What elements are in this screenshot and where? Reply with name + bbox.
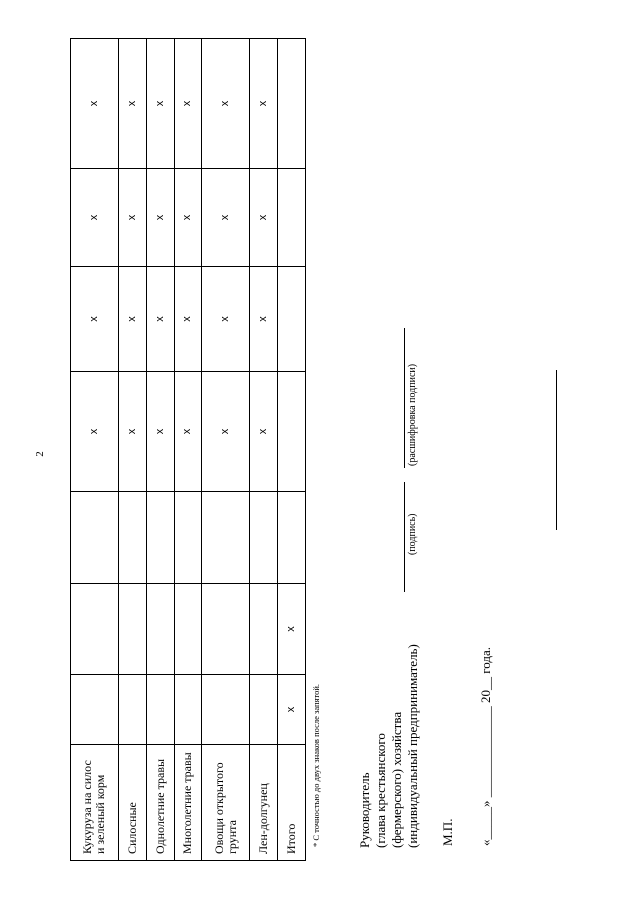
table-cell: х — [146, 169, 174, 267]
table-cell — [71, 492, 119, 584]
row-label: Однолетние травы — [146, 745, 174, 861]
table-cell — [71, 675, 119, 745]
table-cell — [250, 492, 278, 584]
table-cell: х — [146, 267, 174, 372]
head-title-line-3: (фермерского) хозяйства — [389, 711, 404, 848]
table-cell: х — [118, 267, 146, 372]
table-cell: х — [174, 372, 202, 492]
table-cell — [118, 675, 146, 745]
table-cell — [250, 675, 278, 745]
table-cell — [146, 584, 174, 675]
date-century: 20 — [478, 690, 493, 703]
crops-table-rotated — [70, 39, 306, 861]
table-row — [146, 39, 174, 861]
table-cell: х — [202, 169, 250, 267]
stamp-label: М.П. — [440, 818, 455, 846]
table-cell — [118, 584, 146, 675]
row-label: Овощи открытого грунта — [202, 745, 250, 861]
signature-line — [404, 482, 405, 592]
table-cell — [146, 675, 174, 745]
table-cell: х — [71, 267, 119, 372]
row-label: Многолетние травы — [174, 745, 202, 861]
table-cell — [118, 492, 146, 584]
table-cell — [146, 492, 174, 584]
row-label: Лен-долгунец — [250, 745, 278, 861]
head-title — [357, 644, 421, 848]
table-row — [118, 39, 146, 861]
page-number: 2 — [34, 451, 46, 457]
table-cell: х — [71, 372, 119, 492]
signature-decode-line — [404, 328, 405, 468]
table-cell — [278, 169, 306, 267]
table-cell: х — [146, 372, 174, 492]
table-cell — [174, 492, 202, 584]
footnote: * С точностью до двух знаков после запятой. — [311, 684, 321, 847]
day-blank: _____ — [478, 807, 493, 840]
table-cell: х — [71, 39, 119, 169]
table-cell: х — [278, 584, 306, 675]
signature-decode-caption: (расшифровка подписи) — [407, 363, 418, 466]
row-label: Кукуруза на силос и зеленый корм — [71, 745, 119, 861]
table-cell — [174, 584, 202, 675]
table-cell — [202, 492, 250, 584]
crops-table — [70, 38, 306, 861]
table-row — [202, 39, 250, 861]
table-row — [250, 39, 278, 861]
table-cell: х — [250, 169, 278, 267]
signature-caption: (подпись) — [407, 513, 418, 555]
date-line — [479, 647, 493, 846]
table-row — [174, 39, 202, 861]
table-cell: х — [174, 39, 202, 169]
year-blank: __ — [478, 673, 493, 690]
table-cell: х — [118, 372, 146, 492]
table-cell — [202, 675, 250, 745]
table-cell — [202, 584, 250, 675]
date-suffix: года. — [478, 646, 493, 674]
head-title-line-1: Руководитель — [357, 772, 372, 848]
month-blank: ______________ — [478, 703, 493, 801]
table-row — [278, 39, 306, 861]
table-cell: х — [202, 39, 250, 169]
table-cell: х — [118, 39, 146, 169]
table-cell: х — [250, 39, 278, 169]
table-cell: х — [250, 372, 278, 492]
table-cell — [174, 675, 202, 745]
table-cell: х — [146, 39, 174, 169]
row-label: Итого — [278, 745, 306, 861]
table-cell: х — [118, 169, 146, 267]
table-cell: х — [250, 267, 278, 372]
row-label: Силосные — [118, 745, 146, 861]
table-cell: х — [174, 169, 202, 267]
table-cell: х — [278, 675, 306, 745]
table-cell — [278, 372, 306, 492]
extra-line — [556, 370, 557, 530]
head-title-line-4: (индивидуальный предприниматель) — [405, 644, 420, 848]
table-row — [71, 39, 119, 861]
table-cell — [278, 492, 306, 584]
date-open-quote: « — [478, 839, 493, 846]
date-close-quote: » — [478, 800, 493, 807]
table-cell — [71, 584, 119, 675]
head-title-line-2: (глава крестьянского — [373, 733, 388, 848]
table-cell: х — [202, 372, 250, 492]
table-cell: х — [174, 267, 202, 372]
table-cell — [278, 267, 306, 372]
table-cell — [278, 39, 306, 169]
table-cell: х — [202, 267, 250, 372]
table-cell — [250, 584, 278, 675]
table-cell: х — [71, 169, 119, 267]
